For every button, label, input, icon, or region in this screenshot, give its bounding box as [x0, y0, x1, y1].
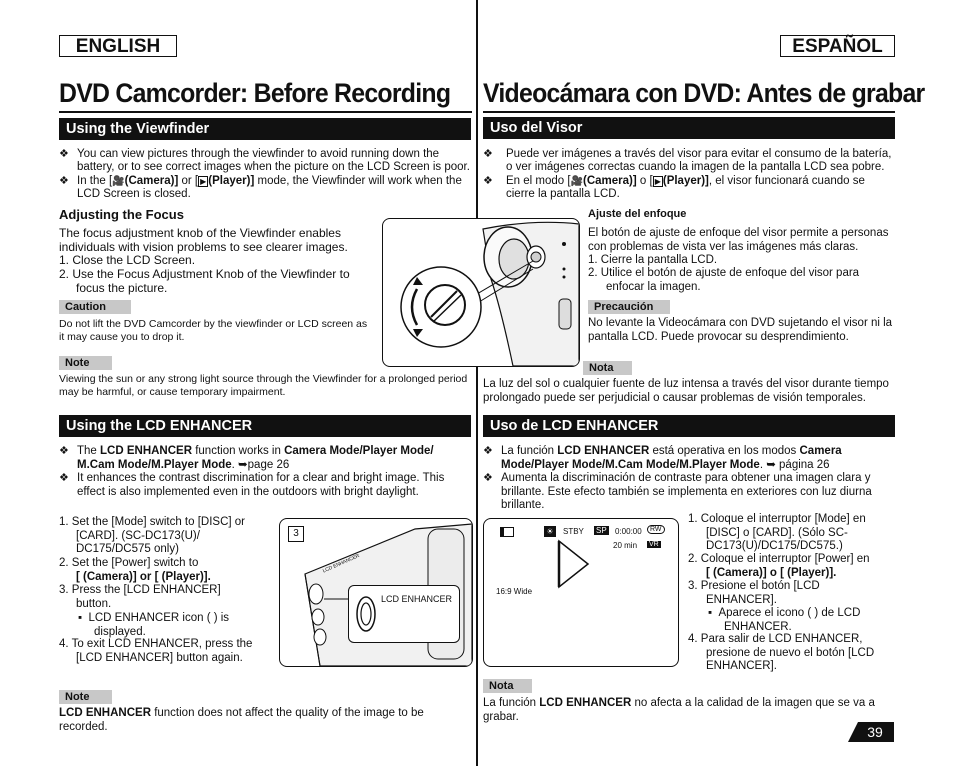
camera-icon: 🎥	[112, 176, 125, 187]
lcd-es-step-4: 4. Para salir de LCD ENHANCER, presione de nuevo el botón [LCD ENHANCER].	[688, 633, 875, 672]
bullet-viewfinder-2: ❖ In the [🎥(Camera)] or [ ▶ (Player)] mode, the Viewfinder will work when the LCD Screen is closed.	[59, 175, 462, 200]
screen-time: 0:00:00	[615, 527, 642, 536]
bullet-diamond-icon: ❖	[483, 148, 493, 160]
focus-step-2: 2. Use the Focus Adjustment Knob of the Viewfinder to focus the picture.	[59, 267, 350, 295]
viewfinder-illustration	[383, 219, 579, 366]
lcd-enhancer-callout	[348, 585, 460, 643]
pointer-arrow-icon	[484, 519, 678, 666]
bullet-diamond-icon: ❖	[59, 148, 69, 160]
page-number: 39	[867, 724, 883, 740]
note-label: Note	[59, 356, 112, 370]
bullet-diamond-icon: ❖	[59, 472, 69, 484]
column-divider	[476, 0, 478, 766]
square-bullet-icon: ▪	[78, 612, 89, 624]
lcd-es-step-3: 3. Presione el botón [LCD ENHANCER].	[688, 580, 820, 606]
nota-text: La luz del sol o cualquier fuente de luz intensa a través del visor durante tiempo prolongado puede ser perjudicial o causar problemas de visión temporales.	[483, 378, 889, 404]
focus-intro: The focus adjustment knob of the Viewfinder enables individuals with vision problems to see clearer images.	[59, 226, 348, 254]
language-label-english: ENGLISH	[59, 35, 177, 57]
lcd-step-3: 3. Press the [LCD ENHANCER] button.	[59, 584, 221, 610]
note-text-2: LCD ENHANCER function does not affect the quality of the image to be recorded.	[59, 707, 424, 733]
lcd-es-step-2a: 2. Coloque el interruptor [Power] en	[688, 553, 870, 565]
viewfinder-figure	[382, 218, 580, 367]
bullet-lcd-1: ❖ The LCD ENHANCER function works in Camera Mode/Player Mode/ M.Cam Mode/M.Player Mode. ➥page 26	[59, 445, 434, 471]
screen-stby: STBY	[563, 527, 584, 536]
page-title-english: DVD Camcorder: Before Recording	[59, 78, 451, 108]
bullet-visor-1: ❖ Puede ver imágenes a través del visor para evitar el consumo de la batería, o ver imágenes correctas cuando la imagen de la pantalla LCD sea pobre.	[483, 148, 892, 173]
lcd-es-step-2b: [ (Camera)] o [ (Player)].	[706, 567, 837, 579]
bullet-diamond-icon: ❖	[59, 445, 69, 457]
figure-number: 3	[288, 526, 304, 542]
lcd-step-2b: [ (Camera)] or [ (Player)].	[76, 571, 211, 583]
square-bullet-icon: ▪	[708, 607, 719, 619]
note-text: Viewing the sun or any strong light source through the Viewfinder for a prolonged period may be harmful, or cause temporary impairment.	[59, 373, 468, 398]
nota-text-2: La función LCD ENHANCER no afecta a la calidad de la imagen que se va a grabar.	[483, 697, 875, 723]
lcd-enhancer-body-label: LCD ENHANCER	[322, 552, 361, 575]
lcd-enhancer-callout-label: LCD ENHANCER	[381, 594, 453, 604]
lcd-step-1: 1. Set the [Mode] switch to [DISC] or [CARD]. (SC-DC173(U)/ DC175/DC575 only)	[59, 516, 245, 555]
precaucion-label: Precaución	[588, 300, 670, 314]
section-header-uso-visor: Uso del Visor	[483, 117, 895, 139]
lcd-es-step-3-sub: ▪ Aparece el icono ( ) de LCD ENHANCER.	[708, 607, 861, 633]
screen-remaining: 20 min	[613, 541, 638, 550]
focus-step-1: 1. Close the LCD Screen.	[59, 253, 196, 267]
player-icon: ▶	[200, 177, 207, 186]
lcd-step-4: 4. To exit LCD ENHANCER, press the [LCD ENHANCER] button again.	[59, 638, 253, 664]
bullet-diamond-icon: ❖	[59, 175, 69, 187]
title-rule-left	[59, 111, 472, 113]
caution-text: Do not lift the DVD Camcorder by the viewfinder or LCD screen as it may cause you to drop it.	[59, 318, 368, 343]
subheading-adjusting-focus: Adjusting the Focus	[59, 207, 184, 222]
subheading-ajuste-enfoque: Ajuste del enfoque	[588, 208, 687, 220]
section-header-uso-lcd-enhancer: Uso de LCD ENHANCER	[483, 415, 895, 437]
screen-vr-badge: VR	[649, 541, 659, 548]
section-header-viewfinder: Using the Viewfinder	[59, 118, 471, 140]
page-title-espanol: Videocámara con DVD: Antes de grabar	[483, 78, 925, 108]
precaucion-text: No levante la Videocámara con DVD sujetando el visor ni la pantalla LCD. Puede provocar su desprendimiento.	[588, 317, 893, 343]
bullet-lcd-es-1: ❖ La función LCD ENHANCER está operativa en los modos Camera Mode/Player Mode/M.Cam Mode/M.Player Mode. ➥ página 26	[483, 445, 842, 471]
camera-icon: 🎥	[570, 176, 584, 187]
lcd-screen-figure	[483, 518, 679, 667]
lcd-step-2a: 2. Set the [Power] switch to	[59, 557, 199, 569]
nota-label: Nota	[583, 361, 632, 375]
bullet-diamond-icon: ❖	[483, 175, 493, 187]
bullet-lcd-es-2: ❖ Aumenta la discriminación de contraste para obtener una imagen clara y brillante. Este efecto también se implementa en exteriores con luz diurna brillante.	[483, 472, 872, 511]
section-header-lcd-enhancer: Using the LCD ENHANCER	[59, 415, 471, 437]
player-icon: ▶	[654, 177, 661, 186]
enfoque-step-1: 1. Cierre la pantalla LCD.	[588, 254, 718, 266]
lcd-es-step-1: 1. Coloque el interruptor [Mode] en [DISC] o [CARD]. (Sólo SC-DC173(U)/DC175/DC575.)	[688, 513, 866, 552]
title-rule-right	[483, 111, 895, 113]
bullet-lcd-2: ❖ It enhances the contrast discrimination for a clear and bright image. This effect is also implemented even in the outdoors with bright daylight.	[59, 472, 445, 498]
language-label-espanol: ESPAÑOL	[780, 35, 895, 57]
bullet-diamond-icon: ❖	[483, 472, 493, 484]
enfoque-intro: El botón de ajuste de enfoque del visor permite a personas con problemas de vista ver las imágenes más claras.	[588, 227, 889, 253]
caution-label: Caution	[59, 300, 131, 314]
bullet-visor-2: ❖ En el modo [🎥(Camera)] o [ ▶ (Player)], el visor funcionará cuando se cierre la pantalla LCD.	[483, 175, 865, 200]
nota-label-2: Nota	[483, 679, 532, 693]
screen-aspect: 16:9 Wide	[496, 587, 533, 596]
lcd-enhancer-button-icon	[355, 594, 377, 634]
lcd-enhancer-figure	[279, 518, 473, 667]
screen-sp: SP	[596, 526, 607, 535]
note-label-2: Note	[59, 690, 112, 704]
enfoque-step-2: 2. Utilice el botón de ajuste de enfoque del visor para enfocar la imagen.	[588, 267, 860, 293]
screen-rw-badge: RW	[647, 525, 665, 534]
bullet-diamond-icon: ❖	[483, 445, 493, 457]
lcd-step-3-sub: ▪ LCD ENHANCER icon ( ) is displayed.	[78, 612, 230, 638]
lcd-enhancer-screen-icon: ☀	[544, 526, 556, 537]
bullet-viewfinder-1: ❖ You can view pictures through the viewfinder to avoid running down the battery, or to see correct images when the picture on the LCD Screen is poor.	[59, 148, 470, 173]
